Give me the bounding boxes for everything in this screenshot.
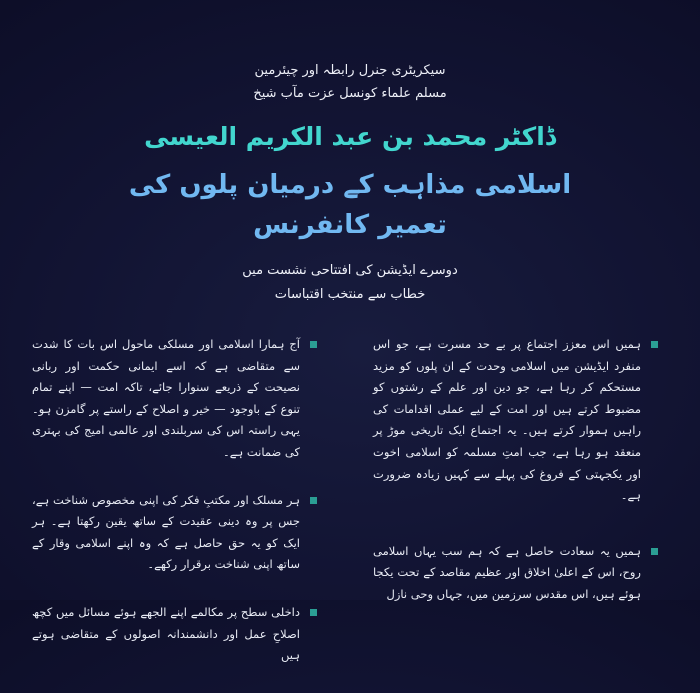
quote-item — [373, 541, 658, 606]
square-bullet-icon — [310, 341, 317, 348]
conference-title — [0, 165, 700, 246]
quote-text: ہمیں یہ سعادت حاصل ہے کہ ہم سب یہاں اسلامی روح، اس کے اعلیٰ اخلاق اور عظیم مقاصد کے تحت یکجا ہوئے ہیں، اس مقدس سرزمین میں، جہاں وحی نازل — [373, 543, 641, 602]
quote-item — [32, 490, 317, 576]
quote-item — [373, 334, 658, 507]
speaker-role-line-2: مسلم علماء کونسل عزت مآب شیخ — [253, 85, 447, 101]
conference-title-line-2: تعمیر کانفرنس — [253, 210, 447, 241]
conference-title-line-1: اسلامی مذاہب کے درمیان پلوں کی — [128, 170, 572, 200]
square-bullet-icon — [310, 497, 317, 504]
quote-text: ہمیں اس معزز اجتماع پر بے حد مسرت ہے، جو اس منفرد ایڈیشن میں اسلامی وحدت کے ان پلوں کو مزید مستحکم کر رہا ہے، جو دین اور علم کے رشتوں کو مضبوط کرتے ہیں اور امت کے لیے عملی اقدامات کی راہیں ہموار کرتے ہیں۔ یہ اجتماع ایک تاریخی موڑ پر منعقد ہو رہا ہے، جب امتِ مسلمہ کو اسلامی اخوت اور یکجہتی کے فروغ کی پہلے سے کہیں زیادہ ضرورت ہے۔ — [373, 336, 641, 503]
quote-item — [32, 334, 317, 464]
quotes-column-left — [32, 334, 317, 693]
subtitle-line-2: خطاب سے منتخب اقتباسات — [274, 287, 426, 303]
square-bullet-icon — [310, 609, 317, 616]
speaker-name: ڈاکٹر محمد بن عبد الکریم العیسی — [144, 121, 556, 151]
quotes-column-right — [373, 334, 658, 693]
quote-text: داخلی سطح پر مکالمے اپنے الجھے ہوئے مسائل میں کچھ اصلاحِ عمل اور دانشمندانہ اصولوں کے متقاضی ہوتے ہیں — [32, 605, 300, 663]
quote-text: ہر مسلک اور مکتبِ فکر کی اپنی مخصوص شناخت ہے، جس پر وہ دینی عقیدت کے ساتھ یقین رکھتا ہے۔ ہر ایک کو یہ حق حاصل ہے کہ وہ اپنے اسلامی وقار کے ساتھ اپنی شناخت برقرار رکھے۔ — [32, 492, 300, 572]
poster-header — [0, 0, 700, 308]
poster-subtitle — [0, 259, 700, 308]
quote-text: آج ہمارا اسلامی اور مسلکی ماحول اس بات کا شدت سے متقاضی ہے کہ اسے ایمانی حکمت اور ربانی نصیحت کے ذریعے سنوارا جائے، تاکہ امت — اپنے تمام تنوع کے باوجود — خیر و اصلاح کے راستے پر گامزن ہو۔ یہی راستہ اس کی سربلندی اور عالمی امیج کی بہتری کی ضمانت ہے۔ — [32, 336, 300, 460]
subtitle-line-1: دوسرے ایڈیشن کی افتتاحی نشست میں — [242, 262, 458, 278]
quotes-section — [0, 308, 700, 693]
quote-item — [32, 602, 317, 667]
square-bullet-icon — [651, 548, 658, 555]
speaker-role-line-1: سیکریٹری جنرل رابطہ اور چیئرمین — [254, 63, 446, 78]
square-bullet-icon — [651, 341, 658, 348]
